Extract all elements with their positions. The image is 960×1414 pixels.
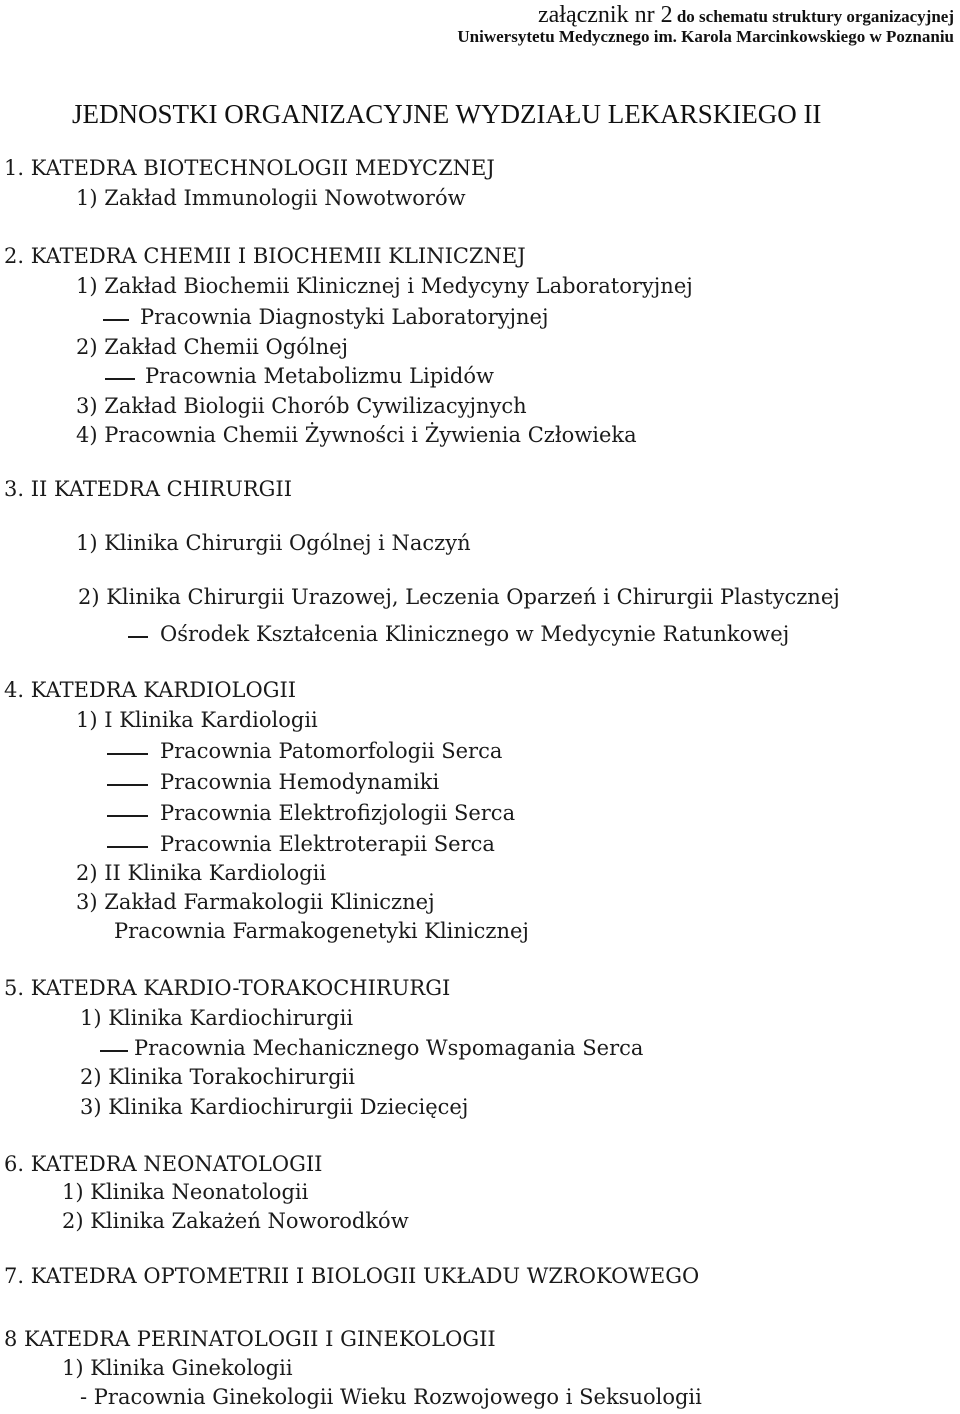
- sub-unit-item: Pracownia Elektrofizjologii Serca: [160, 801, 516, 825]
- section-heading: 6. KATEDRA NEONATOLOGII: [4, 1152, 323, 1176]
- section-heading: 1. KATEDRA BIOTECHNOLOGII MEDYCZNEJ: [4, 156, 495, 180]
- university-name: Uniwersytetu Medycznego im. Karola Marcinkowskiego w Poznaniu: [457, 27, 954, 46]
- unit-item: 2) II Klinika Kardiologii: [76, 861, 327, 885]
- unit-item: 1) I Klinika Kardiologii: [76, 708, 318, 732]
- dash-marker: [107, 846, 148, 848]
- unit-item: 1) Klinika Ginekologii: [62, 1356, 293, 1380]
- unit-item: 1) Klinika Chirurgii Ogólnej i Naczyń: [76, 531, 471, 555]
- attachment-description: do schematu struktury organizacyjnej: [676, 7, 954, 26]
- dash-marker: [105, 378, 135, 380]
- section-heading: 8 KATEDRA PERINATOLOGII I GINEKOLOGII: [4, 1327, 496, 1351]
- unit-item: 2) Klinika Chirurgii Urazowej, Leczenia Oparzeń i Chirurgii Plastycznej: [78, 585, 840, 609]
- dash-marker: [128, 636, 148, 638]
- dash-marker: [107, 753, 148, 755]
- attachment-line: [538, 2, 954, 29]
- sub-unit-item: Pracownia Elektroterapii Serca: [160, 832, 495, 856]
- dash-marker: [107, 815, 148, 817]
- dash-marker: [100, 1050, 128, 1052]
- unit-item: 1) Klinika Kardiochirurgii: [80, 1006, 354, 1030]
- unit-item: 1) Klinika Neonatologii: [62, 1180, 309, 1204]
- attachment-number: załącznik nr 2: [537, 2, 673, 28]
- unit-item: 1) Zakład Immunologii Nowotworów: [76, 186, 466, 210]
- unit-item: 2) Klinika Zakażeń Noworodków: [62, 1209, 409, 1233]
- section-heading: 5. KATEDRA KARDIO-TORAKOCHIRURGI: [4, 976, 451, 1000]
- unit-item: 2) Zakład Chemii Ogólnej: [76, 335, 349, 359]
- sub-unit-item: Ośrodek Kształcenia Klinicznego w Medycynie Ratunkowej: [160, 622, 790, 646]
- section-heading: 3. II KATEDRA CHIRURGII: [4, 477, 293, 501]
- sub-unit-item: Pracownia Metabolizmu Lipidów: [145, 364, 494, 388]
- unit-item: 3) Zakład Biologii Chorób Cywilizacyjnych: [76, 394, 527, 418]
- sub-unit-item: Pracownia Diagnostyki Laboratoryjnej: [140, 305, 549, 329]
- sub-unit-item: Pracownia Patomorfologii Serca: [160, 739, 503, 763]
- document-title: JEDNOSTKI ORGANIZACYJNE WYDZIAŁU LEKARSKIEGO II: [72, 99, 822, 129]
- section-heading: 4. KATEDRA KARDIOLOGII: [4, 678, 297, 702]
- sub-unit-item: - Pracownia Ginekologii Wieku Rozwojowego i Seksuologii: [80, 1385, 702, 1409]
- section-heading: 2. KATEDRA CHEMII I BIOCHEMII KLINICZNEJ: [4, 244, 526, 268]
- unit-item: 3) Klinika Kardiochirurgii Dziecięcej: [80, 1095, 469, 1119]
- sub-unit-item: Pracownia Farmakogenetyki Klinicznej: [114, 919, 529, 943]
- unit-item: 2) Klinika Torakochirurgii: [80, 1065, 355, 1089]
- dash-marker: [103, 319, 129, 321]
- unit-item: 3) Zakład Farmakologii Klinicznej: [76, 890, 435, 914]
- unit-item: 4) Pracownia Chemii Żywności i Żywienia Człowieka: [76, 423, 637, 447]
- unit-item: 1) Zakład Biochemii Klinicznej i Medycyny Laboratoryjnej: [76, 274, 693, 298]
- sub-unit-item: Pracownia Hemodynamiki: [160, 770, 440, 794]
- section-heading: 7. KATEDRA OPTOMETRII I BIOLOGII UKŁADU WZROKOWEGO: [4, 1264, 700, 1288]
- sub-unit-item: Pracownia Mechanicznego Wspomagania Serca: [134, 1036, 644, 1060]
- dash-marker: [107, 784, 148, 786]
